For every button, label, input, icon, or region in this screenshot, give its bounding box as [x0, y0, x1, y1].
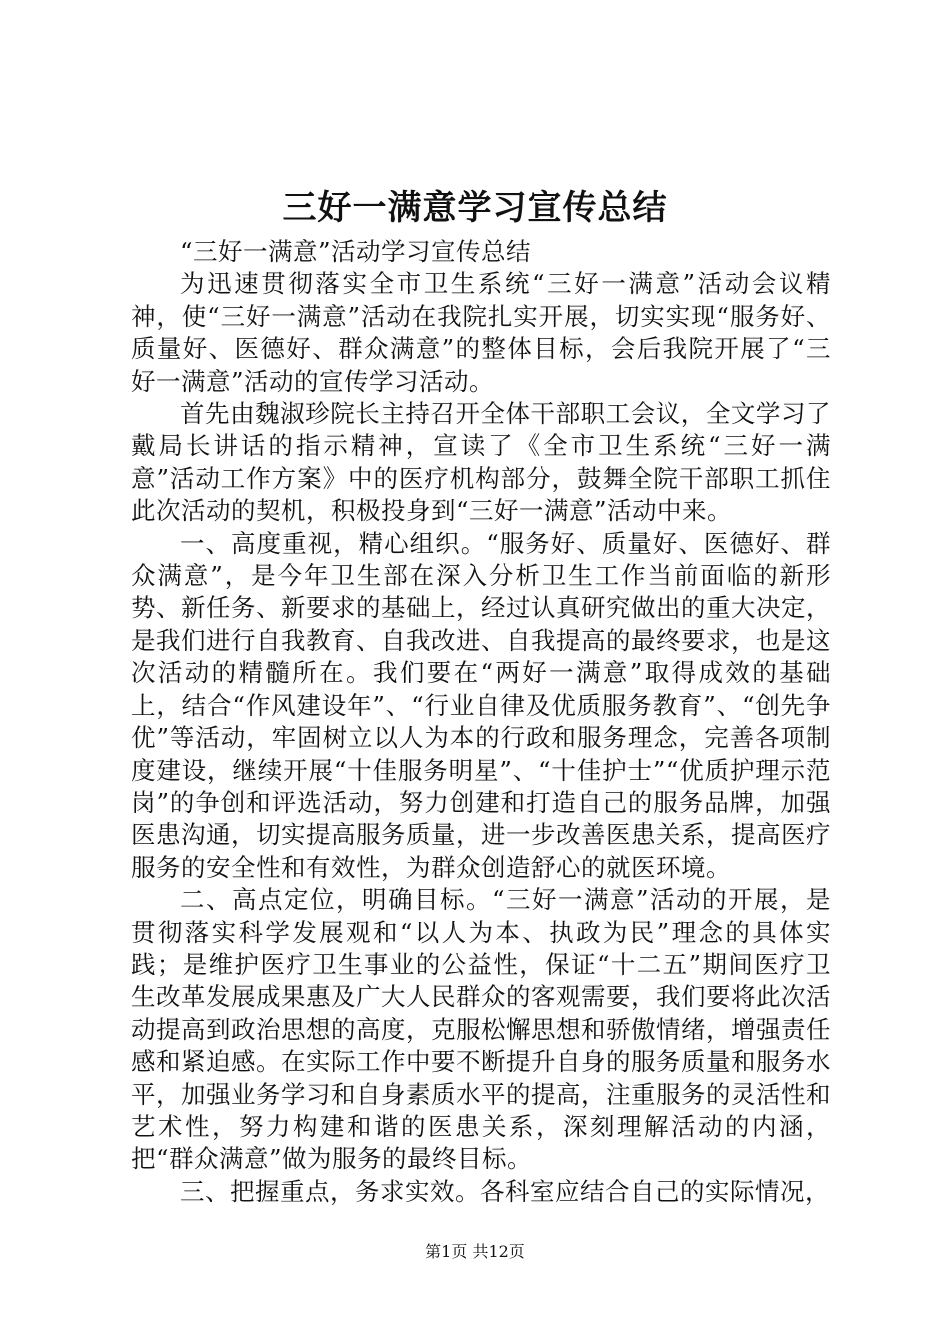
paragraph-section-three: 三、把握重点，务求实效。各科室应结合自己的实际情况，	[180, 1176, 830, 1206]
page-footer	[0, 1240, 950, 1264]
paragraph-section-two: 二、高点定位，明确目标。“三好一满意”活动的开展，是贯彻落实科学发展观和“以人为本、执政为民”理念的具体实践；是维护医疗卫生事业的公益性，保证“十二五”期间医疗卫生改革发展成果惠及广大人民群众的客观需要，我们要将此次活动提高到政治思想的高度，克服松懈思想和骄傲情绪，增强责任感和紧迫感。在实际工作中要不断提升自身的服务质量和服务水平，加强业务学习和自身素质水平的提高，注重服务的灵活性和艺术性，努力构建和谐的医患关系，深刻理解活动的内涵，把“群众满意”做为服务的最终目标。	[131, 885, 831, 1174]
paragraph-intro: 为迅速贯彻落实全市卫生系统“三好一满意”活动会议精神，使“三好一满意”活动在我院扎实开展，切实实现“服务好、质量好、医德好、群众满意”的整体目标，会后我院开展了“三好一满意”活动的宣传学习活动。	[131, 269, 831, 396]
document-body	[131, 236, 831, 1208]
paragraph-section-one: 一、高度重视，精心组织。“服务好、质量好、医德好、群众满意”，是今年卫生部在深入分析卫生工作当前面临的新形势、新任务、新要求的基础上，经过认真研究做出的重大决定，是我们进行自我教育、自我改进、自我提高的最终要求，也是这次活动的精髓所在。我们要在“两好一满意”取得成效的基础上，结合“作风建设年”、“行业自律及优质服务教育”、“创先争优”等活动，牢固树立以人为本的行政和服务理念，完善各项制度建设，继续开展“十佳服务明星”、“十佳护士”“优质护理示范岗”的争创和评选活动，努力创建和打造自己的服务品牌，加强医患沟通，切实提高服务质量，进一步改善医患关系，提高医疗服务的安全性和有效性，为群众创造舒心的就医环境。	[131, 528, 831, 882]
page-number-indicator: 第1页 共12页	[425, 1242, 525, 1261]
paragraph-subtitle: “三好一满意”活动学习宣传总结	[180, 237, 532, 266]
paragraph-meeting: 首先由魏淑珍院长主持召开全体干部职工会议，全文学习了戴局长讲话的指示精神，宣读了《全市卫生系统“三好一满意”活动工作方案》中的医疗机构部分，鼓舞全院干部职工抓住此次活动的契机，积极投身到“三好一满意”活动中来。	[131, 399, 831, 526]
document-title: 三好一满意学习宣传总结	[282, 188, 668, 228]
